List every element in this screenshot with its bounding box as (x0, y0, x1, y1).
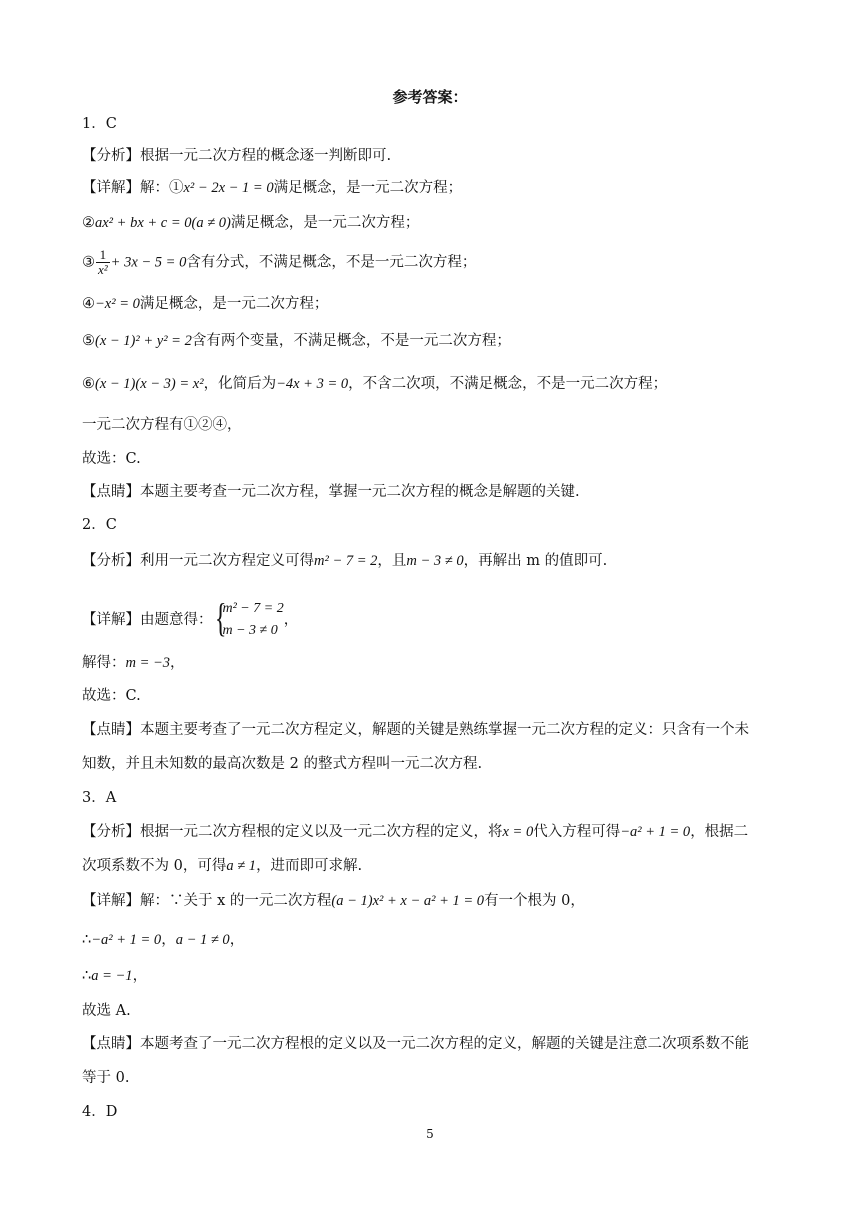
q3-step2-prefix: ∴ (82, 968, 92, 984)
q2-comment-line1: 【点睛】本题主要考查了一元二次方程定义，解题的关键是熟练掌握一元二次方程的定义：只含有一个未 (82, 722, 749, 738)
page-number: 5 (426, 1127, 434, 1141)
q1-d4-math: −x² = 0 (95, 296, 140, 312)
q1-detail-4 (82, 294, 328, 314)
q3-analysis-line2-suffix: ，进而即可求解. (256, 858, 363, 874)
q3-analysis-math1: x = 0 (502, 824, 534, 840)
q2-comment-line2: 知数，并且未知数的最高次数是 2 的整式方程叫一元二次方程. (82, 756, 483, 772)
q2-analysis-math2: m − 3 ≠ 0 (406, 553, 464, 569)
q2-analysis-prefix: 【分析】利用一元二次方程定义可得 (82, 553, 314, 569)
q1-d5-prefix: ⑤ (82, 333, 95, 349)
q1-d4-suffix: 满足概念，是一元二次方程； (139, 296, 329, 312)
q2-solve-math: m = −3 (125, 655, 171, 671)
q3-analysis-line1 (82, 822, 748, 842)
q2-sys-line2: m − 3 ≠ 0 (222, 623, 278, 638)
q1-d3-denominator: x² (98, 262, 108, 277)
q3-step1-mid: ， (161, 932, 176, 948)
q1-d1-suffix: 满足概念，是一元二次方程； (273, 180, 463, 196)
q3-analysis-suffix: ，根据二 (690, 824, 749, 840)
q1-detail-3 (82, 248, 476, 277)
q1-d6-suffix: ，不含二次项，不满足概念，不是一元二次方程； (348, 376, 668, 392)
q2-equation-system (213, 595, 284, 642)
q3-analysis-prefix: 【分析】根据一元二次方程根的定义以及一元二次方程的定义，将 (82, 824, 503, 840)
q3-step1-math1: −a² + 1 = 0 (91, 932, 162, 948)
q1-d3-math: + 3x − 5 = 0 (110, 254, 187, 271)
q3-step1 (82, 930, 244, 950)
q3-comment-line1: 【点睛】本题考查了一元二次方程根的定义以及一元二次方程的定义，解题的关键是注意二次项系数不能 (82, 1036, 749, 1052)
q3-comment-line2: 等于 0. (82, 1070, 130, 1086)
q1-summary: 一元二次方程有①②④， (82, 417, 242, 433)
q1-d2-math: ax² + bx + c = 0(a ≠ 0) (95, 215, 231, 231)
q3-step1-math2: a − 1 ≠ 0 (175, 932, 230, 948)
q3-analysis-line2-prefix: 次项系数不为 0，可得 (82, 858, 227, 874)
q2-analysis (82, 551, 607, 571)
q1-d3-suffix: 含有分式，不满足概念，不是一元二次方程； (186, 254, 477, 271)
left-brace-icon: { (214, 595, 226, 640)
q3-step1-suffix: ， (229, 932, 245, 948)
page-title: 参考答案： (392, 88, 468, 106)
q1-d5-math: (x − 1)² + y² = 2 (95, 333, 192, 349)
q2-solve-suffix: ， (170, 655, 185, 671)
q2-solve-prefix: 解得： (82, 655, 126, 671)
q4-answer: 4．D (82, 1104, 118, 1120)
q1-detail-1 (82, 178, 462, 198)
q2-detail (82, 595, 299, 642)
q3-step1-prefix: ∴ (82, 932, 92, 948)
q3-step2-suffix: ， (132, 968, 148, 984)
q1-d3-numerator: 1 (96, 248, 110, 263)
q1-detail-6 (82, 374, 667, 394)
q2-detail-suffix: ， (283, 612, 299, 628)
q2-detail-prefix: 【详解】由题意得： (82, 612, 213, 628)
q1-d6-mid: ，化简后为 (203, 376, 277, 392)
q2-analysis-suffix: ，再解出 m 的值即可. (463, 553, 608, 569)
q3-analysis-line2-math: a ≠ 1 (226, 858, 257, 874)
q3-choice: 故选 A. (82, 1003, 131, 1019)
q1-d3-prefix: ③ (82, 254, 95, 271)
q1-d2-prefix: ② (82, 215, 95, 231)
q1-d6-math: (x − 1)(x − 3) = x² (95, 376, 204, 392)
q1-detail-2 (82, 213, 419, 233)
q2-sys-line1: m² − 7 = 2 (222, 601, 284, 616)
q3-detail-math: (a − 1)x² + x − a² + 1 = 0 (331, 893, 485, 909)
q1-analysis: 【分析】根据一元二次方程的概念逐一判断即可. (82, 148, 392, 164)
q1-d3-fraction (96, 248, 110, 277)
q3-analysis-math2: −a² + 1 = 0 (620, 824, 691, 840)
q1-choice: 故选：C. (82, 451, 141, 467)
q2-solve (82, 653, 185, 673)
q3-answer: 3．A (82, 790, 117, 806)
q2-answer: 2．C (82, 517, 117, 533)
q1-d2-suffix: 满足概念，是一元二次方程； (230, 215, 420, 231)
q1-d5-suffix: 含有两个变量，不满足概念，不是一元二次方程； (191, 333, 511, 349)
q3-analysis-line2 (82, 856, 362, 876)
q2-choice: 故选：C. (82, 688, 141, 704)
q3-step2-math: a = −1 (91, 968, 133, 984)
q1-d1-math: x² − 2x − 1 = 0 (183, 180, 274, 196)
q3-analysis-mid: 代入方程可得 (533, 824, 621, 840)
q1-d6-prefix: ⑥ (82, 376, 95, 392)
q3-detail-prefix: 【详解】解：∵关于 x 的一元二次方程 (82, 893, 332, 909)
q1-d4-prefix: ④ (82, 296, 95, 312)
q2-analysis-mid: ，且 (377, 553, 407, 569)
q1-detail-5 (82, 331, 511, 351)
q3-detail (82, 891, 585, 911)
q3-step2 (82, 966, 147, 986)
q1-comment: 【点睛】本题主要考查一元二次方程，掌握一元二次方程的概念是解题的关键. (82, 484, 580, 500)
q2-analysis-math1: m² − 7 = 2 (314, 553, 378, 569)
q1-d6-math2: −4x + 3 = 0 (276, 376, 349, 392)
q1-d1-prefix: 【详解】解：① (82, 180, 184, 196)
q1-answer: 1．C (82, 116, 117, 132)
q3-detail-suffix: 有一个根为 0， (484, 893, 585, 909)
